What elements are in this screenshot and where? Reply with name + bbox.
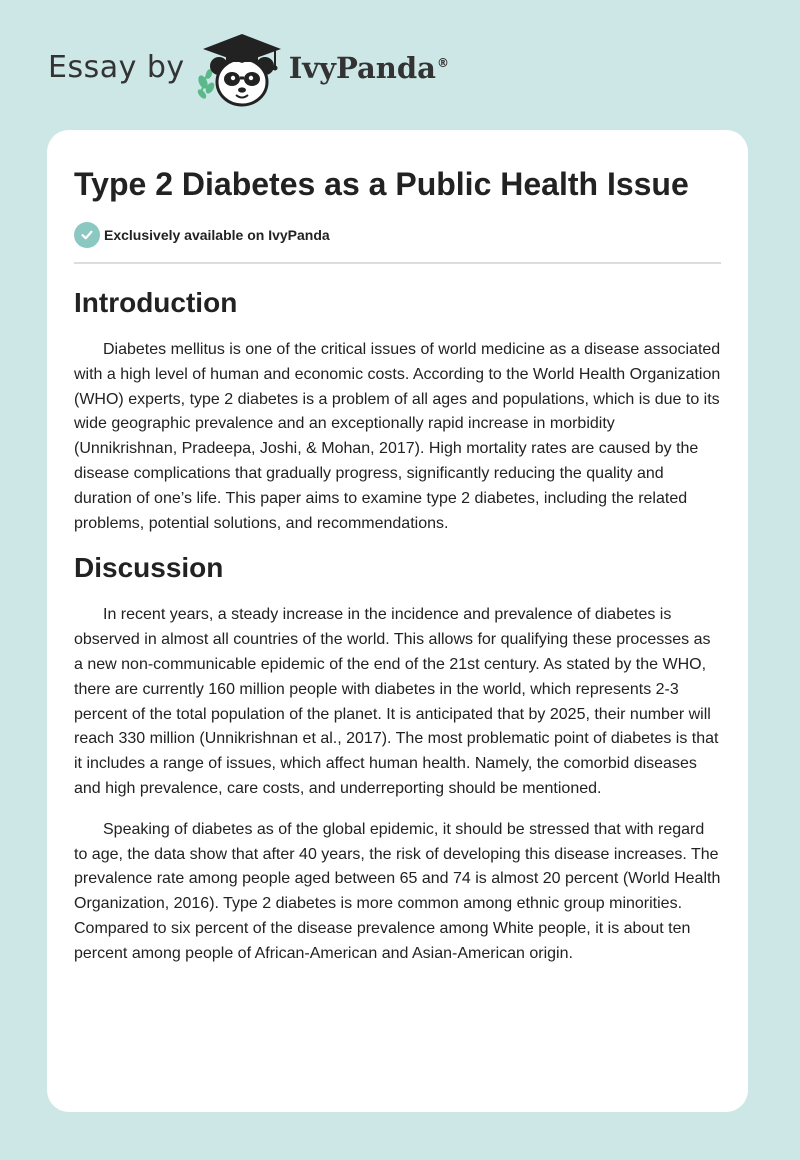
panda-logo-icon	[195, 30, 287, 110]
brand-name: IvyPanda®	[288, 51, 449, 85]
paragraph: Diabetes mellitus is one of the critical issues of world medicine as a disease associated with a high level of human and economic costs. According to the World Health Organization (WHO) experts, type 2 diabetes is a problem of all ages and populations, which is due to its wide geographic prevalence and an exceptionally rapid increase in morbidity (Unnikrishnan, Pradeepa, Joshi, & Mohan, 2017). High mortality rates are caused by the disease complications that gradually progress, significantly reducing the quality and duration of one’s life. This paper aims to examine type 2 diabetes, including the related problems, potential solutions, and recommendations.	[74, 341, 721, 532]
check-circle-icon	[74, 222, 100, 248]
paragraph: Speaking of diabetes as of the global epidemic, it should be stressed that with regard to age, the data show that after 40 years, the risk of developing this disease increases. The prevalence rate among people aged between 65 and 74 is almost 20 percent (World Health Organization, 2016). Type 2 diabetes is more common among ethnic group minorities. Compared to six percent of the disease prevalence among White people, it is about ten percent among people of African-American and Asian-American origin.	[74, 820, 721, 962]
brand-prefix: Essay by	[48, 49, 185, 85]
badge-text: Exclusively available on IvyPanda	[104, 227, 330, 243]
brand-header	[48, 30, 449, 110]
registered-mark: ®	[436, 56, 449, 71]
exclusive-badge	[74, 222, 721, 248]
section-heading-discussion: Discussion	[74, 552, 224, 584]
essay-card	[47, 130, 748, 1112]
section-heading-introduction: Introduction	[74, 287, 238, 318]
title-divider	[74, 262, 721, 264]
document-title: Type 2 Diabetes as a Public Health Issue	[74, 166, 689, 202]
paragraph: In recent years, a steady increase in the incidence and prevalence of diabetes is observed in almost all countries of the world. This allows for qualifying these processes as a new non-communicable epidemic of the end of the 21st century. As stated by the WHO, there are currently 160 million people with diabetes in the world, which represents 2-3 percent of the total population of the planet. It is anticipated that by 2025, their number will reach 330 million (Unnikrishnan et al., 2017). The most problematic point of diabetes is that it includes a range of issues, which affect human health. Namely, the comorbid diseases and high prevalence, care costs, and underreporting should be mentioned.	[74, 606, 719, 797]
